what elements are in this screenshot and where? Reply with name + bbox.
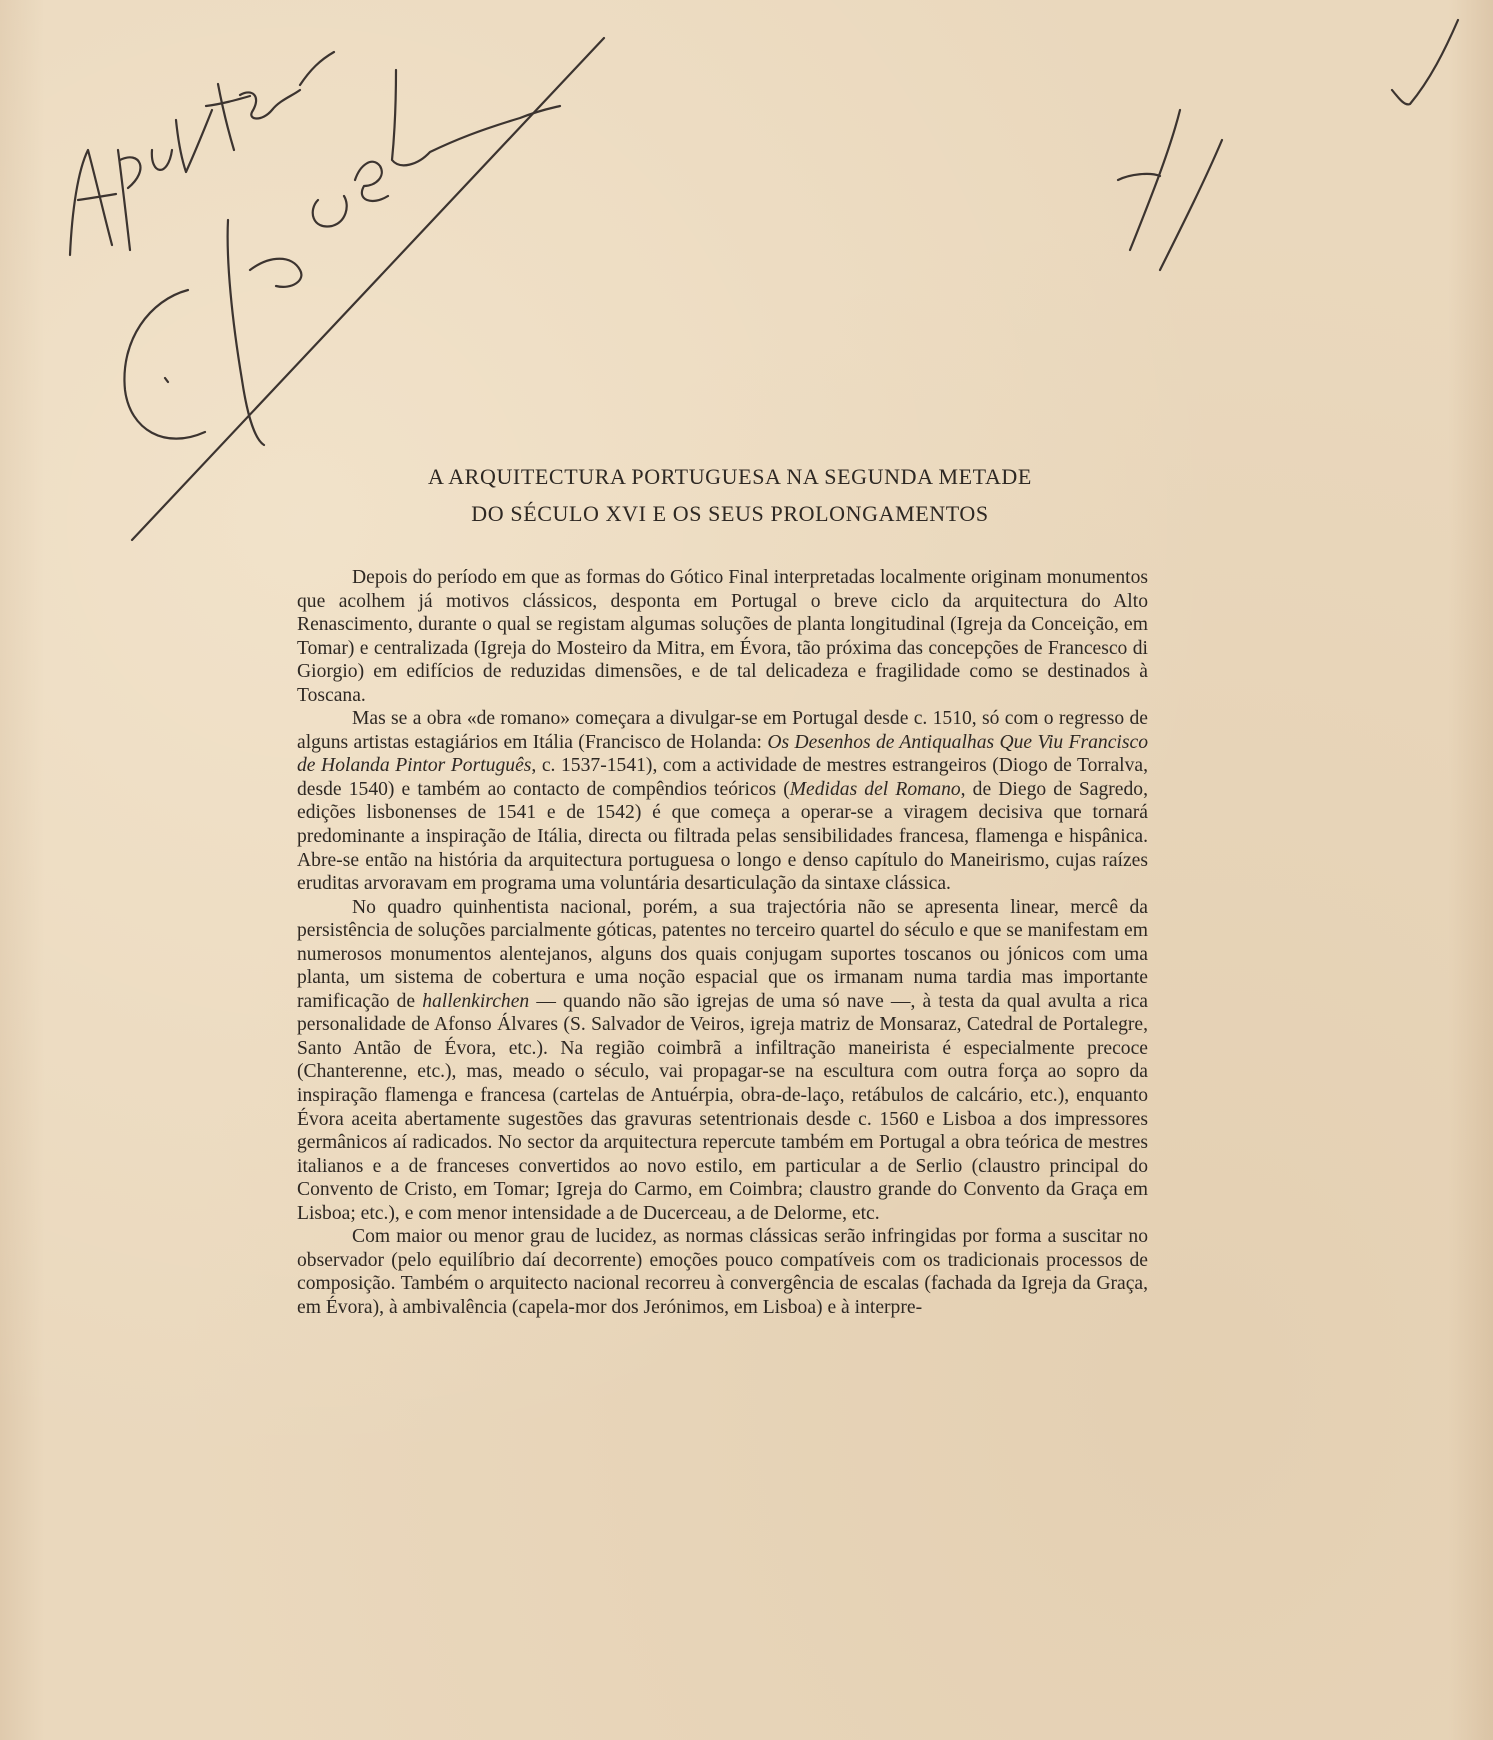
- body-paragraph: [297, 707, 1148, 895]
- text-run: Com maior ou menor grau de lucidez, as normas clássicas serão infringidas por forma a suscitar no observador (pelo equilíbrio daí decorrente) emoções pouco compatíveis com os tradicionais processos de composição. Também o arquitecto nacional recorreu à convergência de escalas (fachada da Igreja da Graça, em Évora), à ambivalência (capela-mor dos Jerónimos, em Lisboa) e à interpre-: [297, 1226, 1148, 1318]
- italic-title: hallenkirchen: [422, 990, 530, 1012]
- body-paragraph: [297, 566, 1148, 707]
- text-run: No quadro quinhentista nacional, porém, a sua trajectória não se apresenta linear, mercê da persistência de soluções parcialmente góticas, patentes no terceiro quartel do século e que se manifestam em numerosos monumentos alentejanos, alguns dos quais conjugam suportes toscanos ou jónicos com uma planta, um sistema de cobertura e uma noção espacial que os irmanam numa tardia mas importante ramificação de: [297, 896, 1148, 1012]
- heading-line-1: A ARQUITECTURA PORTUGUESA NA SEGUNDA METADE: [428, 464, 1032, 489]
- pen-word-especial: [124, 70, 560, 445]
- body-paragraph: [297, 1225, 1148, 1319]
- heading-line-2: DO SÉCULO XVI E OS SEUS PROLONGAMENTOS: [471, 501, 989, 526]
- pen-slash-2: [1160, 140, 1222, 270]
- italic-title: Medidas del Romano: [789, 778, 961, 800]
- italic-title: Os Desenhos de Antiqualhas Que Viu Francisco de Holanda Pintor Português: [297, 731, 1148, 777]
- text-run: — quando não são igrejas de uma só nave —, à testa da qual avulta a rica personalidade de Afonso Álvares (S. Salvador de Veiros, igreja matriz de Monsaraz, Catedral de Portalegre, Santo Antão de Évora, etc.). Na região coimbrã a infiltração maneirista é especialmente precoce (Chanterenne, etc.), mas, meado o século, vai propagar-se na escultura com outra força ao sopro da inspiração flamenga e francesa (cartelas de Antuérpia, obra-de-laço, retábulos de calcário, etc.), enquanto Évora aceita abertamente sugestões das gravuras setentrionais desde c. 1560 e Lisboa a dos impressores germânicos aí radicados. No sector da arquitectura repercute também em Portugal a obra teórica de mestres italianos e a de franceses convertidos ao novo estilo, em particular a de Serlio (claustro principal do Convento de Cristo, em Tomar; Igreja do Carmo, em Coimbra; claustro grande do Convento da Graça em Lisboa; etc.), e com menor intensidade a de Ducerceau, a de Delorme, etc.: [297, 990, 1148, 1224]
- text-run: , c. 1537-1541), com a actividade de mestres estrangeiros (Diogo de Torralva, desde 1540) e também ao contacto de compêndios teóricos (: [297, 755, 1149, 800]
- pen-slash-hook: [1118, 174, 1160, 180]
- pen-slash-1: [1130, 110, 1180, 250]
- article-heading: [300, 458, 1160, 532]
- article-body: [297, 566, 1148, 1320]
- text-run: Depois do período em que as formas do Gótico Final interpretadas localmente originam monumentos que acolhem já motivos clássicos, desponta em Portugal o breve ciclo da arquitectura do Alto Renascimento, durante o qual se registam algumas soluções de planta longitudinal (Igreja da Conceição, em Tomar) e centralizada (Igreja do Mosteiro da Mitra, em Évora, tão próxima das concepções de Francesco di Giorgio) em edifícios de reduzidas dimensões, e de tal delicadeza e fragilidade como se destinados à Toscana.: [297, 567, 1148, 706]
- body-paragraph: [297, 896, 1148, 1226]
- pen-word-apontar: [70, 52, 334, 255]
- pen-check-mark: [1392, 20, 1458, 104]
- pen-dot: [165, 378, 168, 382]
- text-run: Mas se a obra «de romano» começara a divulgar-se em Portugal desde c. 1510, só com o regresso de alguns artistas estagiários em Itália (Francisco de Holanda:: [297, 708, 1148, 753]
- text-run: , de Diego de Sagredo, edições lisbonenses de 1541 e de 1542) é que começa a operar-se a viragem decisiva que tornará predominante a inspiração de Itália, directa ou filtrada pelas sensibilidades francesa, flamenga e hispânica. Abre-se então na história da arquitectura portuguesa o longo e denso capítulo do Maneirismo, cujas raízes eruditas arvoravam em programa uma voluntária desarticulação da sintaxe clássica.: [297, 778, 1148, 895]
